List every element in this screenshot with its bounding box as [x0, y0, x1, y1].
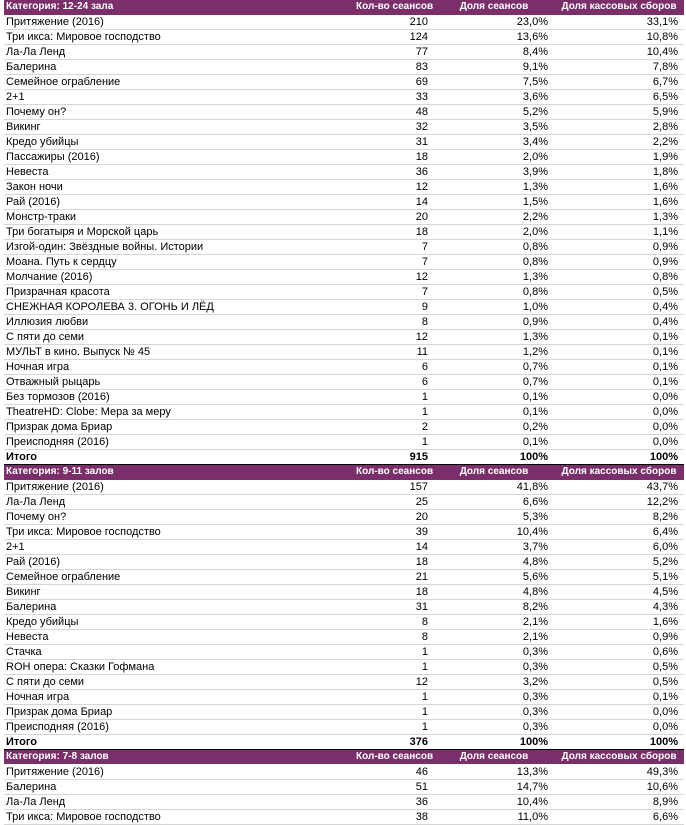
session-share: 0,1% — [434, 405, 554, 420]
sessions-count: 32 — [354, 120, 434, 135]
film-title: Иллюзия любви — [4, 315, 354, 330]
table-row — [4, 435, 684, 450]
session-share: 3,9% — [434, 165, 554, 180]
session-share: 6,6% — [434, 495, 554, 510]
sessions-count: 210 — [354, 15, 434, 30]
sessions-count: 1 — [354, 645, 434, 660]
sessions-count: 31 — [354, 135, 434, 150]
sessions-count: 48 — [354, 105, 434, 120]
sessions-count: 8 — [354, 315, 434, 330]
total-boxoffice-share: 100% — [554, 450, 684, 465]
boxoffice-share: 5,1% — [554, 570, 684, 585]
boxoffice-share: 0,8% — [554, 270, 684, 285]
sessions-count: 18 — [354, 585, 434, 600]
column-header-sessions: Кол-во сеансов — [354, 0, 434, 15]
sessions-count: 25 — [354, 495, 434, 510]
boxoffice-share: 0,0% — [554, 405, 684, 420]
session-share: 0,8% — [434, 240, 554, 255]
film-title: Невеста — [4, 165, 354, 180]
film-title: Три икса: Мировое господство — [4, 525, 354, 540]
boxoffice-share: 10,6% — [554, 779, 684, 794]
boxoffice-share: 0,6% — [554, 645, 684, 660]
column-header-session-share: Доля сеансов — [434, 0, 554, 15]
column-header-boxoffice-share: Доля кассовых сборов — [554, 750, 684, 765]
film-title: Кредо убийцы — [4, 615, 354, 630]
boxoffice-share: 0,5% — [554, 660, 684, 675]
boxoffice-share: 1,9% — [554, 150, 684, 165]
sessions-count: 1 — [354, 405, 434, 420]
sessions-count: 7 — [354, 285, 434, 300]
sessions-count: 36 — [354, 794, 434, 809]
film-title: С пяти до семи — [4, 675, 354, 690]
sessions-count: 8 — [354, 630, 434, 645]
boxoffice-share: 49,3% — [554, 764, 684, 779]
boxoffice-share: 4,5% — [554, 585, 684, 600]
boxoffice-share: 6,6% — [554, 809, 684, 824]
total-sessions: 376 — [354, 735, 434, 750]
film-title: Отважный рыцарь — [4, 375, 354, 390]
boxoffice-share: 1,1% — [554, 225, 684, 240]
category-title: Категория: 9-11 залов — [4, 465, 354, 480]
session-share: 5,6% — [434, 570, 554, 585]
sessions-count: 83 — [354, 60, 434, 75]
film-title: Ла-Ла Ленд — [4, 45, 354, 60]
sessions-count: 1 — [354, 720, 434, 735]
table-row — [4, 375, 684, 390]
session-share: 4,8% — [434, 555, 554, 570]
sessions-count: 124 — [354, 30, 434, 45]
boxoffice-share: 43,7% — [554, 480, 684, 495]
sessions-count: 18 — [354, 225, 434, 240]
session-share: 0,3% — [434, 645, 554, 660]
table-row — [4, 210, 684, 225]
sessions-count: 18 — [354, 555, 434, 570]
film-title: Викинг — [4, 585, 354, 600]
sessions-count: 38 — [354, 809, 434, 824]
boxoffice-share: 33,1% — [554, 15, 684, 30]
sessions-count: 51 — [354, 779, 434, 794]
session-share: 3,5% — [434, 120, 554, 135]
boxoffice-share: 5,2% — [554, 555, 684, 570]
session-share: 9,1% — [434, 60, 554, 75]
category-title: Категория: 12-24 зала — [4, 0, 354, 15]
sessions-count: 36 — [354, 165, 434, 180]
table-row — [4, 285, 684, 300]
sessions-count: 12 — [354, 675, 434, 690]
table-row — [4, 720, 684, 735]
table-row — [4, 240, 684, 255]
table-row — [4, 315, 684, 330]
table-row — [4, 390, 684, 405]
boxoffice-share: 2,2% — [554, 135, 684, 150]
table-row — [4, 675, 684, 690]
category-header-row — [4, 750, 684, 765]
session-share: 1,3% — [434, 180, 554, 195]
category-title: Категория: 7-8 залов — [4, 750, 354, 765]
table-row — [4, 30, 684, 45]
table-row — [4, 645, 684, 660]
sessions-count: 12 — [354, 270, 434, 285]
film-title: Призрак дома Бриар — [4, 420, 354, 435]
table-row — [4, 60, 684, 75]
session-share: 0,1% — [434, 435, 554, 450]
session-share: 3,2% — [434, 675, 554, 690]
sessions-count: 1 — [354, 660, 434, 675]
film-title: Изгой-один: Звёздные войны. Истории — [4, 240, 354, 255]
film-title: Закон ночи — [4, 180, 354, 195]
film-title: Преисподняя (2016) — [4, 720, 354, 735]
boxoffice-share: 0,9% — [554, 240, 684, 255]
film-title: СНЕЖНАЯ КОРОЛЕВА 3. ОГОНЬ И ЛЁД — [4, 300, 354, 315]
film-title: Балерина — [4, 60, 354, 75]
column-header-session-share: Доля сеансов — [434, 465, 554, 480]
column-header-sessions: Кол-во сеансов — [354, 465, 434, 480]
sessions-count: 1 — [354, 705, 434, 720]
table-body — [4, 0, 684, 824]
table-row — [4, 540, 684, 555]
film-title: TheatreHD: Clobe: Мера за меру — [4, 405, 354, 420]
session-share: 0,8% — [434, 285, 554, 300]
session-share: 3,6% — [434, 90, 554, 105]
boxoffice-share: 1,8% — [554, 165, 684, 180]
sessions-count: 6 — [354, 360, 434, 375]
table-row — [4, 105, 684, 120]
boxoffice-share: 0,1% — [554, 330, 684, 345]
table-row — [4, 75, 684, 90]
session-share: 4,8% — [434, 585, 554, 600]
column-header-boxoffice-share: Доля кассовых сборов — [554, 0, 684, 15]
sessions-count: 157 — [354, 480, 434, 495]
film-title: Рай (2016) — [4, 195, 354, 210]
table-row — [4, 525, 684, 540]
table-row — [4, 45, 684, 60]
film-title: Ночная игра — [4, 360, 354, 375]
session-share: 0,2% — [434, 420, 554, 435]
boxoffice-share: 8,9% — [554, 794, 684, 809]
table-row — [4, 300, 684, 315]
table-row — [4, 705, 684, 720]
film-title: 2+1 — [4, 90, 354, 105]
boxoffice-share: 10,8% — [554, 30, 684, 45]
total-row — [4, 450, 684, 465]
category-header-row — [4, 0, 684, 15]
total-sessions: 915 — [354, 450, 434, 465]
table-row — [4, 345, 684, 360]
boxoffice-share: 10,4% — [554, 45, 684, 60]
table-row — [4, 270, 684, 285]
sessions-count: 18 — [354, 150, 434, 165]
table-row — [4, 570, 684, 585]
sessions-count: 20 — [354, 510, 434, 525]
table-row — [4, 794, 684, 809]
sessions-count: 9 — [354, 300, 434, 315]
film-title: Пассажиры (2016) — [4, 150, 354, 165]
sessions-count: 77 — [354, 45, 434, 60]
boxoffice-share: 0,5% — [554, 675, 684, 690]
sessions-count: 7 — [354, 240, 434, 255]
column-header-session-share: Доля сеансов — [434, 750, 554, 765]
sessions-count: 1 — [354, 435, 434, 450]
table-row — [4, 90, 684, 105]
session-share: 41,8% — [434, 480, 554, 495]
film-title: Семейное ограбление — [4, 75, 354, 90]
table-row — [4, 600, 684, 615]
table-row — [4, 180, 684, 195]
boxoffice-share: 1,6% — [554, 195, 684, 210]
table-row — [4, 120, 684, 135]
film-title: Без тормозов (2016) — [4, 390, 354, 405]
sessions-count: 8 — [354, 615, 434, 630]
boxoffice-share: 0,5% — [554, 285, 684, 300]
session-share: 0,3% — [434, 720, 554, 735]
table-row — [4, 15, 684, 30]
film-title: Притяжение (2016) — [4, 15, 354, 30]
film-title: Три икса: Мировое господство — [4, 809, 354, 824]
table-row — [4, 660, 684, 675]
session-share: 2,1% — [434, 615, 554, 630]
session-share: 8,2% — [434, 600, 554, 615]
session-share: 1,3% — [434, 270, 554, 285]
table-row — [4, 165, 684, 180]
session-share: 1,2% — [434, 345, 554, 360]
film-title: Призрачная красота — [4, 285, 354, 300]
session-share: 13,6% — [434, 30, 554, 45]
table-row — [4, 420, 684, 435]
session-share: 13,3% — [434, 764, 554, 779]
session-share: 1,0% — [434, 300, 554, 315]
sessions-count: 21 — [354, 570, 434, 585]
table-row — [4, 779, 684, 794]
film-title: Преисподняя (2016) — [4, 435, 354, 450]
session-share: 1,3% — [434, 330, 554, 345]
film-title: Рай (2016) — [4, 555, 354, 570]
sessions-count: 46 — [354, 764, 434, 779]
session-share: 10,4% — [434, 794, 554, 809]
boxoffice-share: 4,3% — [554, 600, 684, 615]
film-title: Ночная игра — [4, 690, 354, 705]
session-share: 1,5% — [434, 195, 554, 210]
boxoffice-share: 1,6% — [554, 615, 684, 630]
table-row — [4, 555, 684, 570]
boxoffice-share: 0,0% — [554, 705, 684, 720]
boxoffice-share: 0,0% — [554, 720, 684, 735]
session-share: 3,7% — [434, 540, 554, 555]
session-share: 0,7% — [434, 360, 554, 375]
boxoffice-share: 0,1% — [554, 345, 684, 360]
boxoffice-share: 6,5% — [554, 90, 684, 105]
sessions-count: 7 — [354, 255, 434, 270]
session-share: 5,3% — [434, 510, 554, 525]
boxoffice-share: 0,9% — [554, 630, 684, 645]
boxoffice-share: 0,0% — [554, 390, 684, 405]
table-row — [4, 495, 684, 510]
sessions-count: 1 — [354, 690, 434, 705]
boxoffice-share: 6,4% — [554, 525, 684, 540]
session-share: 0,3% — [434, 690, 554, 705]
boxoffice-share: 12,2% — [554, 495, 684, 510]
session-share: 0,8% — [434, 255, 554, 270]
session-share: 14,7% — [434, 779, 554, 794]
table-row — [4, 135, 684, 150]
session-share: 10,4% — [434, 525, 554, 540]
table-row — [4, 615, 684, 630]
film-title: Монстр-траки — [4, 210, 354, 225]
film-title: Призрак дома Бриар — [4, 705, 354, 720]
boxoffice-share: 8,2% — [554, 510, 684, 525]
session-share: 7,5% — [434, 75, 554, 90]
boxoffice-share: 0,4% — [554, 315, 684, 330]
boxoffice-share: 0,1% — [554, 690, 684, 705]
session-share: 2,2% — [434, 210, 554, 225]
boxoffice-share: 7,8% — [554, 60, 684, 75]
film-title: Невеста — [4, 630, 354, 645]
table-row — [4, 809, 684, 824]
film-title: Кредо убийцы — [4, 135, 354, 150]
total-label: Итого — [4, 735, 354, 750]
sessions-count: 2 — [354, 420, 434, 435]
film-title: Ла-Ла Ленд — [4, 794, 354, 809]
session-share: 5,2% — [434, 105, 554, 120]
sessions-count: 14 — [354, 540, 434, 555]
sessions-count: 11 — [354, 345, 434, 360]
film-title: Моана. Путь к сердцу — [4, 255, 354, 270]
column-header-sessions: Кол-во сеансов — [354, 750, 434, 765]
session-share: 0,3% — [434, 660, 554, 675]
boxoffice-share: 0,0% — [554, 420, 684, 435]
session-share: 2,1% — [434, 630, 554, 645]
film-title: Семейное ограбление — [4, 570, 354, 585]
film-title: Балерина — [4, 779, 354, 794]
session-share: 11,0% — [434, 809, 554, 824]
table-row — [4, 150, 684, 165]
table-row — [4, 510, 684, 525]
table-row — [4, 630, 684, 645]
sessions-count: 20 — [354, 210, 434, 225]
total-boxoffice-share: 100% — [554, 735, 684, 750]
session-share: 23,0% — [434, 15, 554, 30]
boxoffice-share: 6,7% — [554, 75, 684, 90]
session-share: 8,4% — [434, 45, 554, 60]
film-title: С пяти до семи — [4, 330, 354, 345]
sessions-count: 1 — [354, 390, 434, 405]
table-row — [4, 690, 684, 705]
boxoffice-share: 1,3% — [554, 210, 684, 225]
boxoffice-share: 0,0% — [554, 435, 684, 450]
boxoffice-share: 5,9% — [554, 105, 684, 120]
session-share: 0,9% — [434, 315, 554, 330]
total-label: Итого — [4, 450, 354, 465]
sessions-count: 12 — [354, 330, 434, 345]
table-row — [4, 764, 684, 779]
session-share: 0,7% — [434, 375, 554, 390]
table-row — [4, 225, 684, 240]
column-header-boxoffice-share: Доля кассовых сборов — [554, 465, 684, 480]
film-title: Почему он? — [4, 510, 354, 525]
boxoffice-share: 2,8% — [554, 120, 684, 135]
boxoffice-share: 0,1% — [554, 375, 684, 390]
session-share: 2,0% — [434, 150, 554, 165]
box-office-table — [4, 0, 684, 825]
sessions-count: 69 — [354, 75, 434, 90]
film-title: Три икса: Мировое господство — [4, 30, 354, 45]
table-row — [4, 405, 684, 420]
session-share: 2,0% — [434, 225, 554, 240]
film-title: Стачка — [4, 645, 354, 660]
category-header-row — [4, 465, 684, 480]
sessions-count: 6 — [354, 375, 434, 390]
total-session-share: 100% — [434, 450, 554, 465]
table-row — [4, 585, 684, 600]
table-row — [4, 255, 684, 270]
boxoffice-share: 1,6% — [554, 180, 684, 195]
total-row — [4, 735, 684, 750]
total-session-share: 100% — [434, 735, 554, 750]
table-row — [4, 195, 684, 210]
table-row — [4, 330, 684, 345]
film-title: Викинг — [4, 120, 354, 135]
boxoffice-share: 0,4% — [554, 300, 684, 315]
film-title: Почему он? — [4, 105, 354, 120]
sessions-count: 39 — [354, 525, 434, 540]
session-share: 3,4% — [434, 135, 554, 150]
sessions-count: 12 — [354, 180, 434, 195]
film-title: Притяжение (2016) — [4, 480, 354, 495]
film-title: МУЛЬТ в кино. Выпуск № 45 — [4, 345, 354, 360]
table-row — [4, 360, 684, 375]
sessions-count: 31 — [354, 600, 434, 615]
film-title: ROH опера: Сказки Гофмана — [4, 660, 354, 675]
sessions-count: 14 — [354, 195, 434, 210]
table-row — [4, 480, 684, 495]
film-title: Молчание (2016) — [4, 270, 354, 285]
film-title: Три богатыря и Морской царь — [4, 225, 354, 240]
film-title: 2+1 — [4, 540, 354, 555]
film-title: Притяжение (2016) — [4, 764, 354, 779]
boxoffice-share: 0,9% — [554, 255, 684, 270]
film-title: Ла-Ла Ленд — [4, 495, 354, 510]
sessions-count: 33 — [354, 90, 434, 105]
session-share: 0,3% — [434, 705, 554, 720]
boxoffice-share: 0,1% — [554, 360, 684, 375]
film-title: Балерина — [4, 600, 354, 615]
session-share: 0,1% — [434, 390, 554, 405]
boxoffice-share: 6,0% — [554, 540, 684, 555]
